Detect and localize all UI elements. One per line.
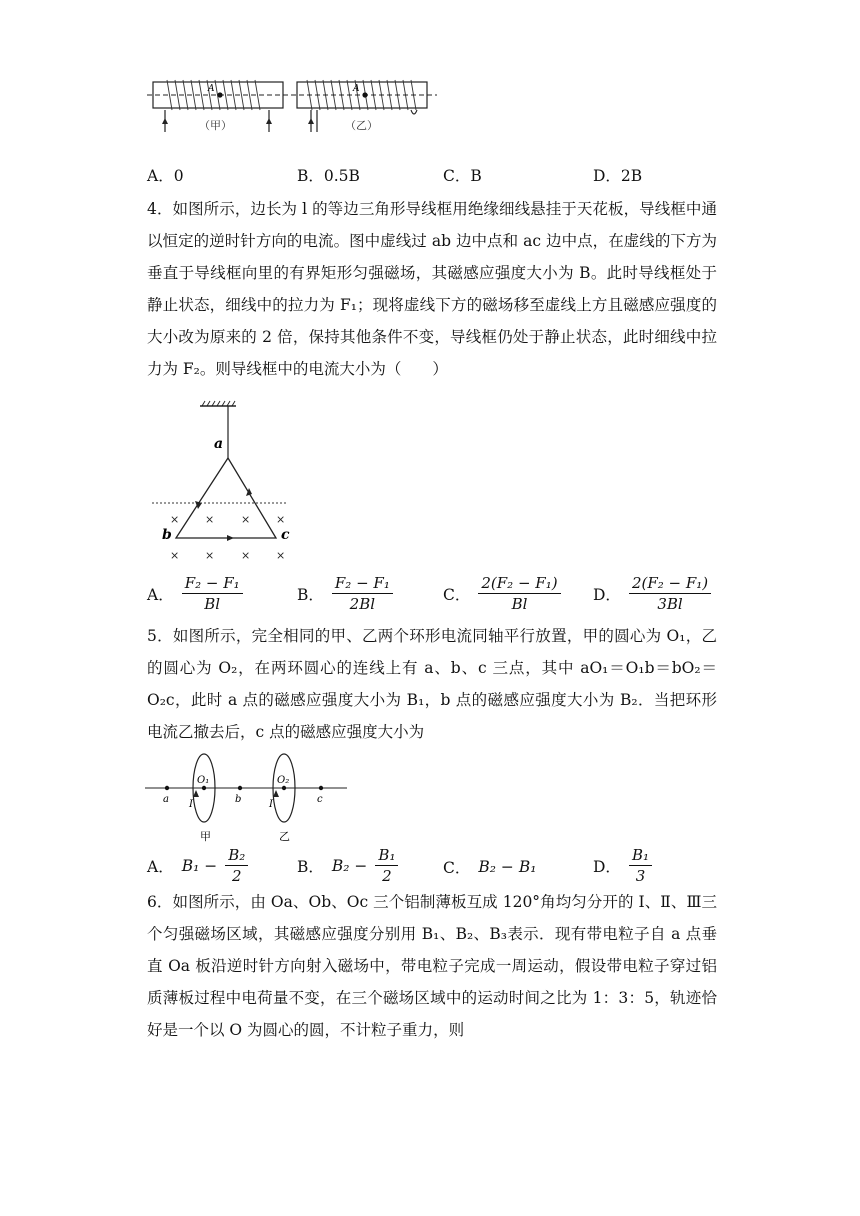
q5-text: 5．如图所示，完全相同的甲、乙两个环形电流同轴平行放置，甲的圆心为 O₁，乙的圆心为 O₂，在两环圆心的连线上有 a、b、c 三点，其中 aO₁＝O₁b＝bO₂＝O₂c，此时 a 点的磁感应强度大小为 B₁，b 点的磁感应强度大小为 B₂．当把环形电流乙撤去后，c 点的磁感应强度大小为 <box>147 627 717 741</box>
q5-option-d[interactable]: D． $\frac{\text{B₁}}{3}$ <box>593 846 652 885</box>
svg-text:I: I <box>269 799 273 810</box>
svg-text:O₁: O₁ <box>197 775 210 786</box>
svg-text:×: × <box>276 549 286 562</box>
triangle-frame <box>176 458 276 538</box>
q4-option-c[interactable]: C． $\frac{\text{2(F₂ − F₁)}}{Bl}$ <box>443 574 561 613</box>
caption-jia: （甲） <box>199 119 232 132</box>
svg-text:甲: 甲 <box>200 830 211 843</box>
q5-option-c[interactable]: C． B₂ − B₁ <box>443 858 537 877</box>
q3-option-d[interactable]: D．2B <box>593 167 643 185</box>
svg-text:A: A <box>208 84 215 94</box>
q3-option-a[interactable]: A．0 <box>147 167 184 185</box>
q4-text: 4．如图所示，边长为 l 的等边三角形导线框用绝缘细线悬挂于天花板，导线框中通以恒定的逆时针方向的电流。图中虚线过 ab 边中点和 ac 边中点，在虚线的下方为垂直于导线框向里的有界矩形匀强磁场，其磁感应强度大小为 B。此时导线框处于静止状态，细线中的拉力为 F₁；现将虚线下方的磁场移至虚线上方且磁感应强度的大小改为原来的 2 倍，保持其他条件不变，导线框仍处于静止状态，此时细线中拉力为 F₂。则导线框中的电流大小为（ ） <box>147 200 717 378</box>
svg-text:a: a <box>214 436 224 452</box>
q4-option-a[interactable]: A． $\frac{\text{F₂ − F₁}}{Bl}$ <box>147 574 243 613</box>
triangle-frame-figure <box>148 398 298 566</box>
q5-option-b[interactable]: B． B₂ − $\frac{\text{B₁}}{2}$ <box>297 846 398 885</box>
svg-text:c: c <box>317 794 323 805</box>
svg-text:b: b <box>235 794 242 805</box>
q5-options <box>147 846 707 890</box>
svg-text:I: I <box>189 799 193 810</box>
svg-text:O₂: O₂ <box>277 775 290 786</box>
q5-question <box>147 620 717 748</box>
caption-yi: （乙） <box>345 119 378 132</box>
q6-text: 6．如图所示，由 Oa、Ob、Oc 三个铝制薄板互成 120°角均匀分开的 I、Ⅱ、Ⅲ三个匀强磁场区域，其磁感应强度分别用 B₁、B₂、B₃表示．现有带电粒子自 a 点垂直 Oa 板沿逆时针方向射入磁场中，带电粒子完成一周运动，假设带电粒子穿过铝质薄板过程中电荷量不变，在三个磁场区域中的运动时间之比为 1：3：5，轨迹恰好是一个以 O 为圆心的圆，不计粒子重力，则 <box>147 893 717 1039</box>
q3-option-b[interactable]: B．0.5B <box>297 167 360 185</box>
svg-text:c: c <box>281 527 290 543</box>
q4-question <box>147 193 717 385</box>
svg-text:×: × <box>241 549 251 562</box>
coaxial-rings-figure <box>145 752 355 848</box>
solenoid-figure <box>145 74 445 142</box>
svg-text:b: b <box>162 527 172 543</box>
svg-text:×: × <box>241 513 251 526</box>
q4-option-b[interactable]: B． $\frac{\text{F₂ − F₁}}{2Bl}$ <box>297 574 393 613</box>
svg-text:×: × <box>276 513 286 526</box>
q4-options <box>147 574 707 618</box>
svg-text:A: A <box>353 84 360 94</box>
svg-text:×: × <box>205 513 215 526</box>
svg-text:a: a <box>163 794 169 805</box>
svg-text:×: × <box>170 549 180 562</box>
q3-option-c[interactable]: C．B <box>443 167 482 185</box>
svg-text:×: × <box>205 549 215 562</box>
q6-question <box>147 886 717 1046</box>
q5-option-a[interactable]: A． B₁ − $\frac{\text{B₂}}{2}$ <box>147 846 248 885</box>
svg-text:×: × <box>170 513 180 526</box>
q4-option-d[interactable]: D． $\frac{\text{2(F₂ − F₁)}}{3Bl}$ <box>593 574 711 613</box>
svg-text:乙: 乙 <box>279 830 290 843</box>
